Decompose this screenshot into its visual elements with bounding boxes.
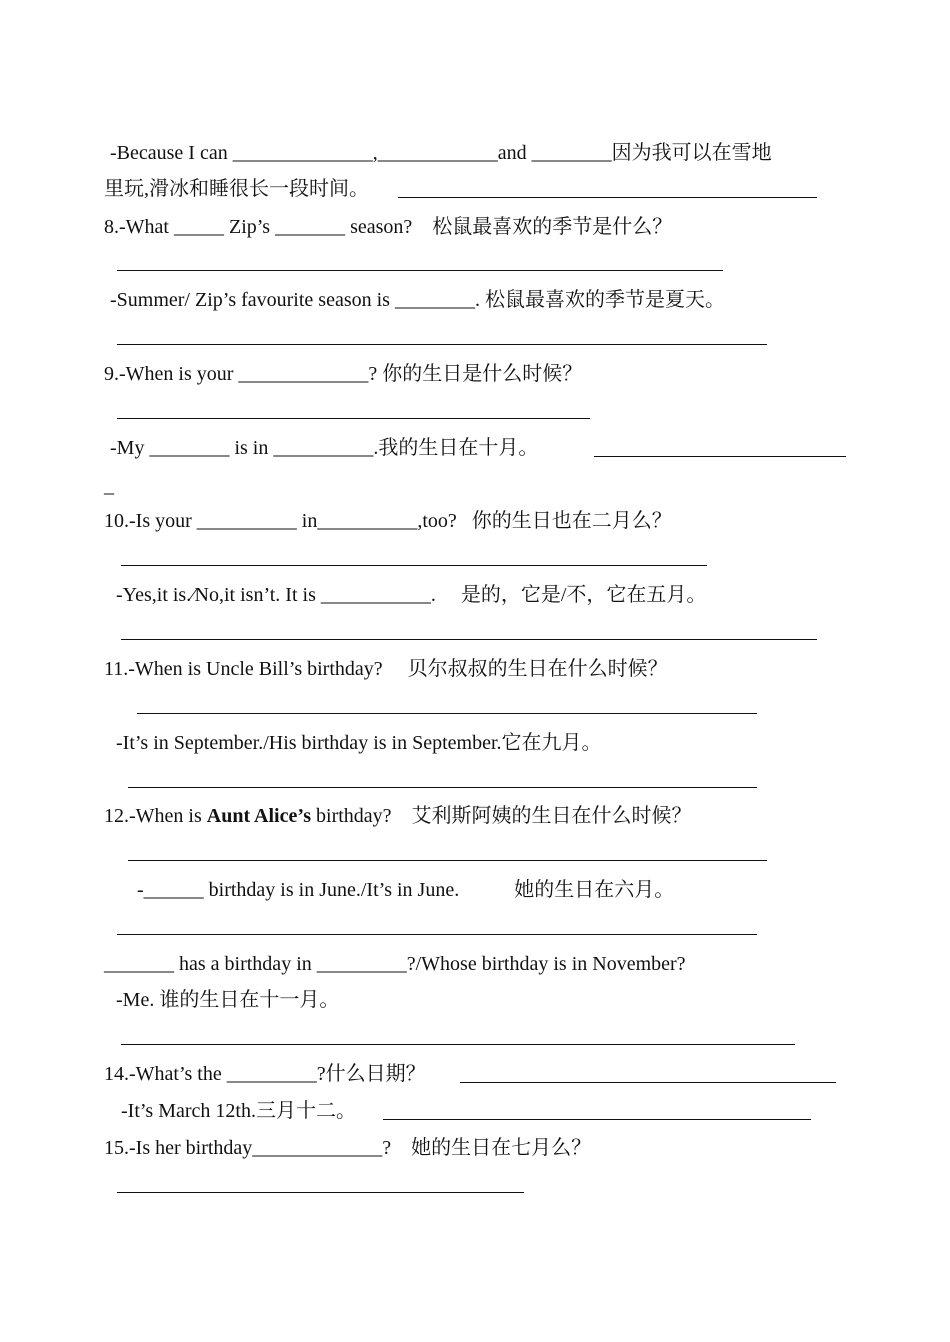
answer-blank-15[interactable] (117, 1192, 524, 1193)
question-9: 9.-When is your _____________? 你的生日是什么时候？ (104, 363, 583, 385)
answer-9-overflow: _ (104, 475, 114, 497)
answer-12: -______ birthday is in June./It’s in June. 她的生日在六月。 (137, 879, 675, 901)
question-12 (104, 804, 692, 828)
answer-blank-8b[interactable] (117, 344, 767, 345)
question-14: 14.-What’s the _________?什么日期？ (104, 1063, 426, 1085)
answer-blank-11a[interactable] (137, 713, 757, 714)
answer-7-line-1: -Because I can ______________,____________and ________因为我可以在雪地 (110, 142, 772, 164)
answer-blank-10b[interactable] (121, 639, 817, 640)
answer-blank-12a[interactable] (128, 860, 767, 861)
answer-blank-12b[interactable] (117, 934, 757, 935)
question-12-name: Aunt Alice’s (206, 805, 312, 827)
answer-blank-10a[interactable] (121, 565, 707, 566)
answer-blank-9a[interactable] (117, 418, 590, 419)
answer-blank-13[interactable] (121, 1044, 795, 1045)
question-11: 11.-When is Uncle Bill’s birthday? 贝尔叔叔的生日在什么时候？ (104, 658, 668, 680)
question-8: 8.-What _____ Zip’s _______ season? 松鼠最喜欢的季节是什么？ (104, 216, 673, 238)
answer-13: -Me. 谁的生日在十一月。 (116, 989, 340, 1011)
answer-11: -It’s in September./His birthday is in September.它在九月。 (116, 732, 602, 754)
question-12-suffix: birthday? 艾利斯阿姨的生日在什么时候？ (311, 805, 692, 827)
answer-blank-8a[interactable] (117, 270, 723, 271)
answer-8: -Summer/ Zip’s favourite season is ________. 松鼠最喜欢的季节是夏天。 (110, 289, 725, 311)
answer-blank-14b[interactable] (383, 1119, 811, 1120)
question-13: _______ has a birthday in _________?/Whose birthday is in November? (104, 953, 686, 975)
answer-9: -My ________ is in __________.我的生日在十月。 (110, 437, 539, 459)
answer-blank-9b[interactable] (594, 456, 846, 457)
answer-blank-14a[interactable] (460, 1082, 836, 1083)
question-12-prefix: 12.-When is (104, 805, 207, 827)
answer-14: -It’s March 12th.三月十二。 (121, 1100, 356, 1122)
answer-blank-11b[interactable] (128, 787, 757, 788)
answer-7-line-2: 里玩,滑冰和睡很长一段时间。 (104, 178, 369, 200)
question-15: 15.-Is her birthday_____________? 她的生日在七月么？ (104, 1137, 592, 1159)
answer-blank-7[interactable] (398, 197, 817, 198)
answer-10: -Yes,it is.⁄No,it isn’t. It is ___________. 是的，它是/不，它在五月。 (116, 584, 707, 606)
question-10: 10.-Is your __________ in__________,too? 你的生日也在二月么？ (104, 510, 672, 532)
